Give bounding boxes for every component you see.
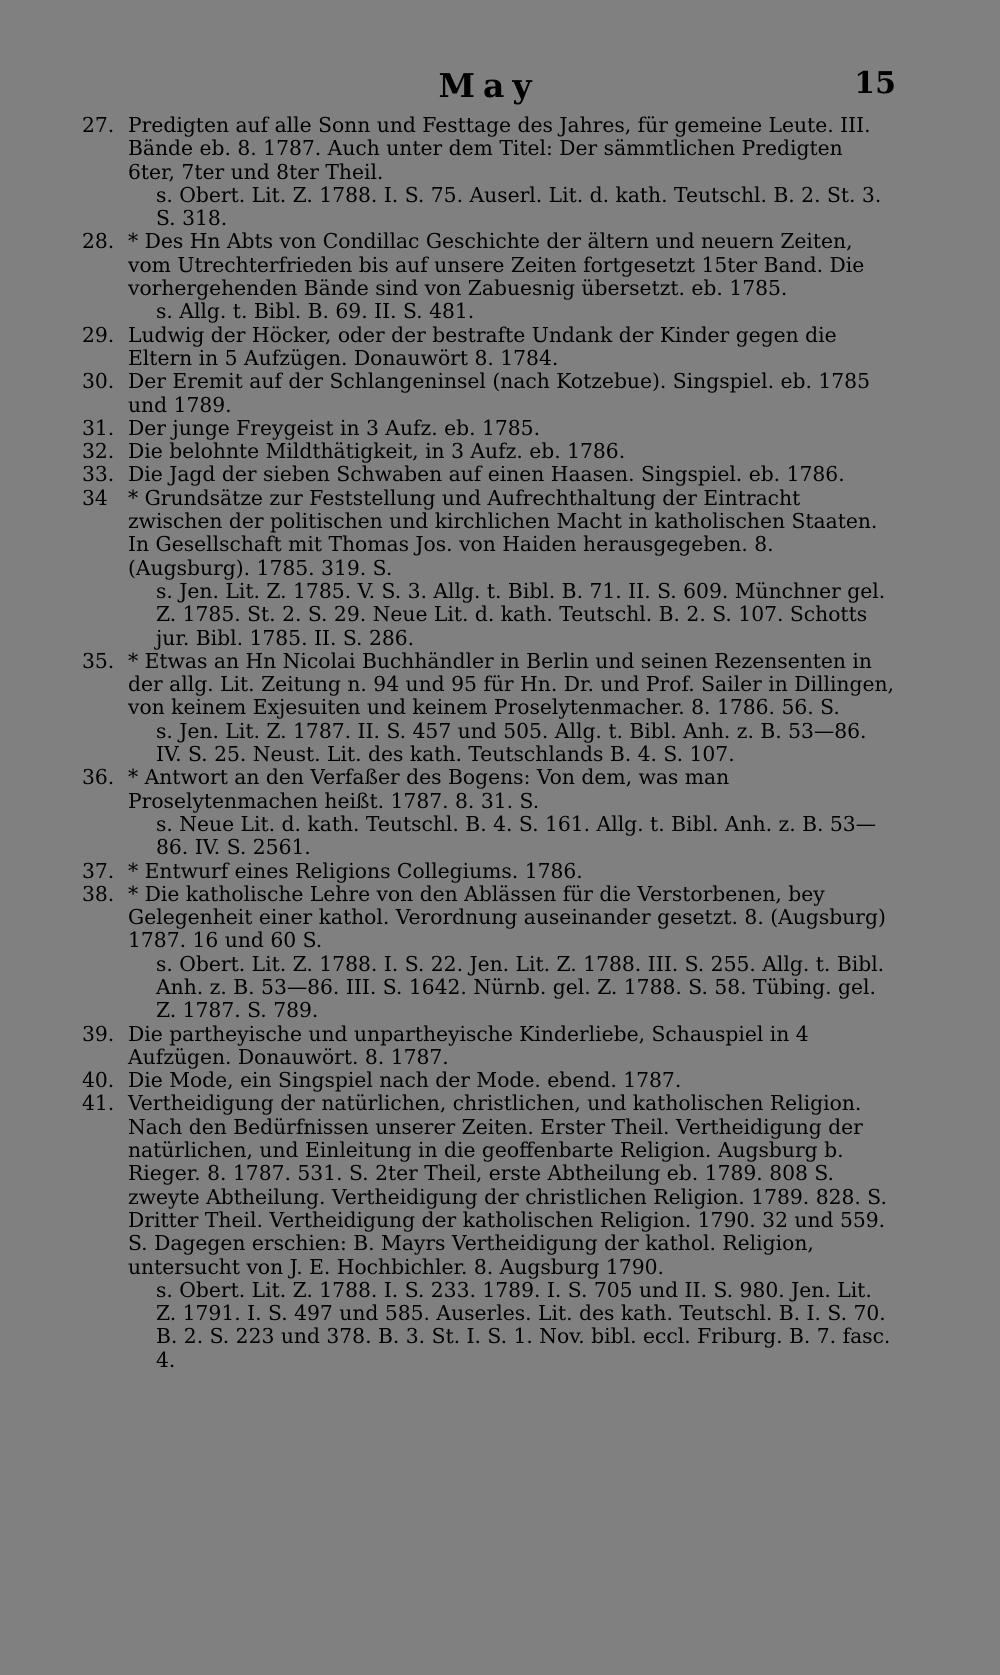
entry-text: Die Mode, ein Singspiel nach der Mode. ebend. 1787. xyxy=(128,1068,682,1093)
entry-number: 27. xyxy=(82,113,115,137)
entry-references: s. Allg. t. Bibl. B. 69. II. S. 481. xyxy=(156,299,475,324)
entry-references: s. Obert. Lit. Z. 1788. I. S. 22. Jen. Lit. Z. 1788. III. S. 255. Allg. t. Bibl. Anh. z. B. 53—86. III. S. 1642. Nürnb. gel. Z. 1788. S. 58. Tübing. gel. Z. 1787. S. 789. xyxy=(156,951,885,1023)
entry-text: * Entwurf eines Religions Collegiums. 1786. xyxy=(128,858,583,883)
entry-40 xyxy=(82,1069,896,1092)
entry-number: 38. xyxy=(82,881,115,906)
entry-39 xyxy=(82,1023,896,1070)
entry-37 xyxy=(82,860,896,883)
entry-text: Der Eremit auf der Schlangeninsel (nach Kotzebue). Singspiel. eb. 1785 und 1789. xyxy=(128,369,870,417)
entry-references: s. Neue Lit. d. kath. Teutschl. B. 4. S. 161. Allg. t. Bibl. Anh. z. B. 53—86. IV. S. 2561. xyxy=(156,811,876,860)
entry-text: * Grundsätze zur Feststellung und Aufrechthaltung der Eintracht zwischen der politischen und kirchlichen Macht in katholischen Staaten. In Gesellschaft mit Thomas Jos. von Haiden herausgegeben. 8. (Augsburg). 1785. 319. S. xyxy=(128,485,878,580)
entry-35 xyxy=(82,650,896,766)
entry-text: Die belohnte Mildthätigkeit, in 3 Aufz. eb. 1786. xyxy=(128,439,626,464)
entry-text: Predigten auf alle Sonn und Festtage des Jahres, für gemeine Leute. III. Bände eb. 8. 1787. Auch unter dem Titel: Der sämmtlichen Predigten 6ter, 7ter und 8ter Theil. xyxy=(128,113,871,184)
entry-text: * Des Hn Abts von Condillac Geschichte der ältern und neuern Zeiten, vom Utrechterfrieden bis auf unsere Zeiten fortgesetzt 15ter Band. Die vorhergehenden Bände sind von Zabuesnig übersetzt. eb. 1785. xyxy=(128,229,865,301)
entry-27 xyxy=(82,114,896,230)
bibliography-list xyxy=(82,114,896,1372)
entry-28 xyxy=(82,230,896,323)
entry-number: 32. xyxy=(82,439,115,464)
entry-number: 28. xyxy=(82,229,115,254)
entry-31 xyxy=(82,417,896,440)
entry-number: 31. xyxy=(82,415,115,440)
entry-text: Der junge Freygeist in 3 Aufz. eb. 1785. xyxy=(128,415,541,440)
entry-38 xyxy=(82,883,896,1023)
entry-30 xyxy=(82,370,896,417)
entry-number: 35. xyxy=(82,648,115,673)
page-number: 15 xyxy=(854,66,896,101)
entry-33 xyxy=(82,463,896,486)
entry-41 xyxy=(82,1092,896,1372)
entry-number: 40. xyxy=(82,1068,115,1093)
entry-text: Die partheyische und unpartheyische Kinderliebe, Schauspiel in 4 Aufzügen. Donauwört. 8. 1787. xyxy=(128,1021,809,1069)
entry-references: s. Jen. Lit. Z. 1787. II. S. 457 und 505. Allg. t. Bibl. Anh. z. B. 53—86. IV. S. 25. Neust. Lit. des kath. Teutschlands B. 4. S. 107. xyxy=(156,718,867,767)
entry-number: 36. xyxy=(82,765,115,790)
entry-text: Vertheidigung der natürlichen, christlichen, und katholischen Religion. Nach den Bedürfnissen unserer Zeiten. Erster Theil. Vertheidigung der natürlichen, und Einleitung in die geoffenbarte Religion. Augsburg b. Rieger. 8. 1787. 531. S. 2ter Theil, erste Abtheilung eb. 1789. 808 S. zweyte Abtheilung. Vertheidigung der christlichen Religion. 1789. 828. S. Dritter Theil. Vertheidigung der katholischen Religion. 1790. 32 und 559. S. Dagegen erschien: B. Mayrs Vertheidigung der kathol. Religion, untersucht von J. E. Hochbichler. 8. Augsburg 1790. xyxy=(128,1091,887,1279)
entry-number: 30. xyxy=(82,369,115,394)
running-head: May xyxy=(438,66,540,105)
entry-number: 34 xyxy=(82,485,108,510)
entry-number: 29. xyxy=(82,322,115,347)
entry-references: s. Jen. Lit. Z. 1785. V. S. 3. Allg. t. Bibl. B. 71. II. S. 609. Münchner gel. Z. 1785. St. 2. S. 29. Neue Lit. d. kath. Teutschl. B. 2. S. 107. Schotts jur. Bibl. 1785. II. S. 286. xyxy=(156,578,886,650)
entry-36 xyxy=(82,766,896,859)
entry-text: Ludwig der Höcker, oder der bestrafte Undank der Kinder gegen die Eltern in 5 Aufzügen. Donauwört 8. 1784. xyxy=(128,322,837,370)
entry-number: 33. xyxy=(82,462,115,487)
page-header xyxy=(82,62,896,114)
entry-text: * Etwas an Hn Nicolai Buchhändler in Berlin und seinen Rezensenten in der allg. Lit. Zeitung n. 94 und 95 für Hn. Dr. und Prof. Sailer in Dillingen, von keinem Exjesuiten und keinem Proselytenmacher. 8. 1786. 56. S. xyxy=(128,648,894,720)
entry-text: Die Jagd der sieben Schwaben auf einen Haasen. Singspiel. eb. 1786. xyxy=(128,462,845,487)
entry-number: 39. xyxy=(82,1021,115,1046)
entry-text: * Antwort an den Verfaßer des Bogens: Von dem, was man Proselytenmachen heißt. 1787. 8. 31. S. xyxy=(128,765,730,813)
entry-29 xyxy=(82,324,896,371)
entry-references: s. Obert. Lit. Z. 1788. I. S. 233. 1789. I. S. 705 und II. S. 980. Jen. Lit. Z. 1791. I. S. 497 und 585. Auserles. Lit. des kath. Teutschl. B. I. S. 70. B. 2. S. 223 und 378. B. 3. St. I. S. 1. Nov. bibl. eccl. Friburg. B. 7. fasc. 4. xyxy=(156,1277,891,1372)
entry-number: 41. xyxy=(82,1091,115,1116)
entry-references: s. Obert. Lit. Z. 1788. I. S. 75. Auserl. Lit. d. kath. Teutschl. B. 2. St. 3. S. 318. xyxy=(156,182,882,231)
entry-number: 37. xyxy=(82,858,115,883)
entry-34 xyxy=(82,487,896,650)
entry-text: * Die katholische Lehre von den Ablässen für die Verstorbenen, bey Gelegenheit einer kathol. Verordnung auseinander gesetzt. 8. (Augsburg) 1787. 16 und 60 S. xyxy=(128,881,886,953)
entry-32 xyxy=(82,440,896,463)
